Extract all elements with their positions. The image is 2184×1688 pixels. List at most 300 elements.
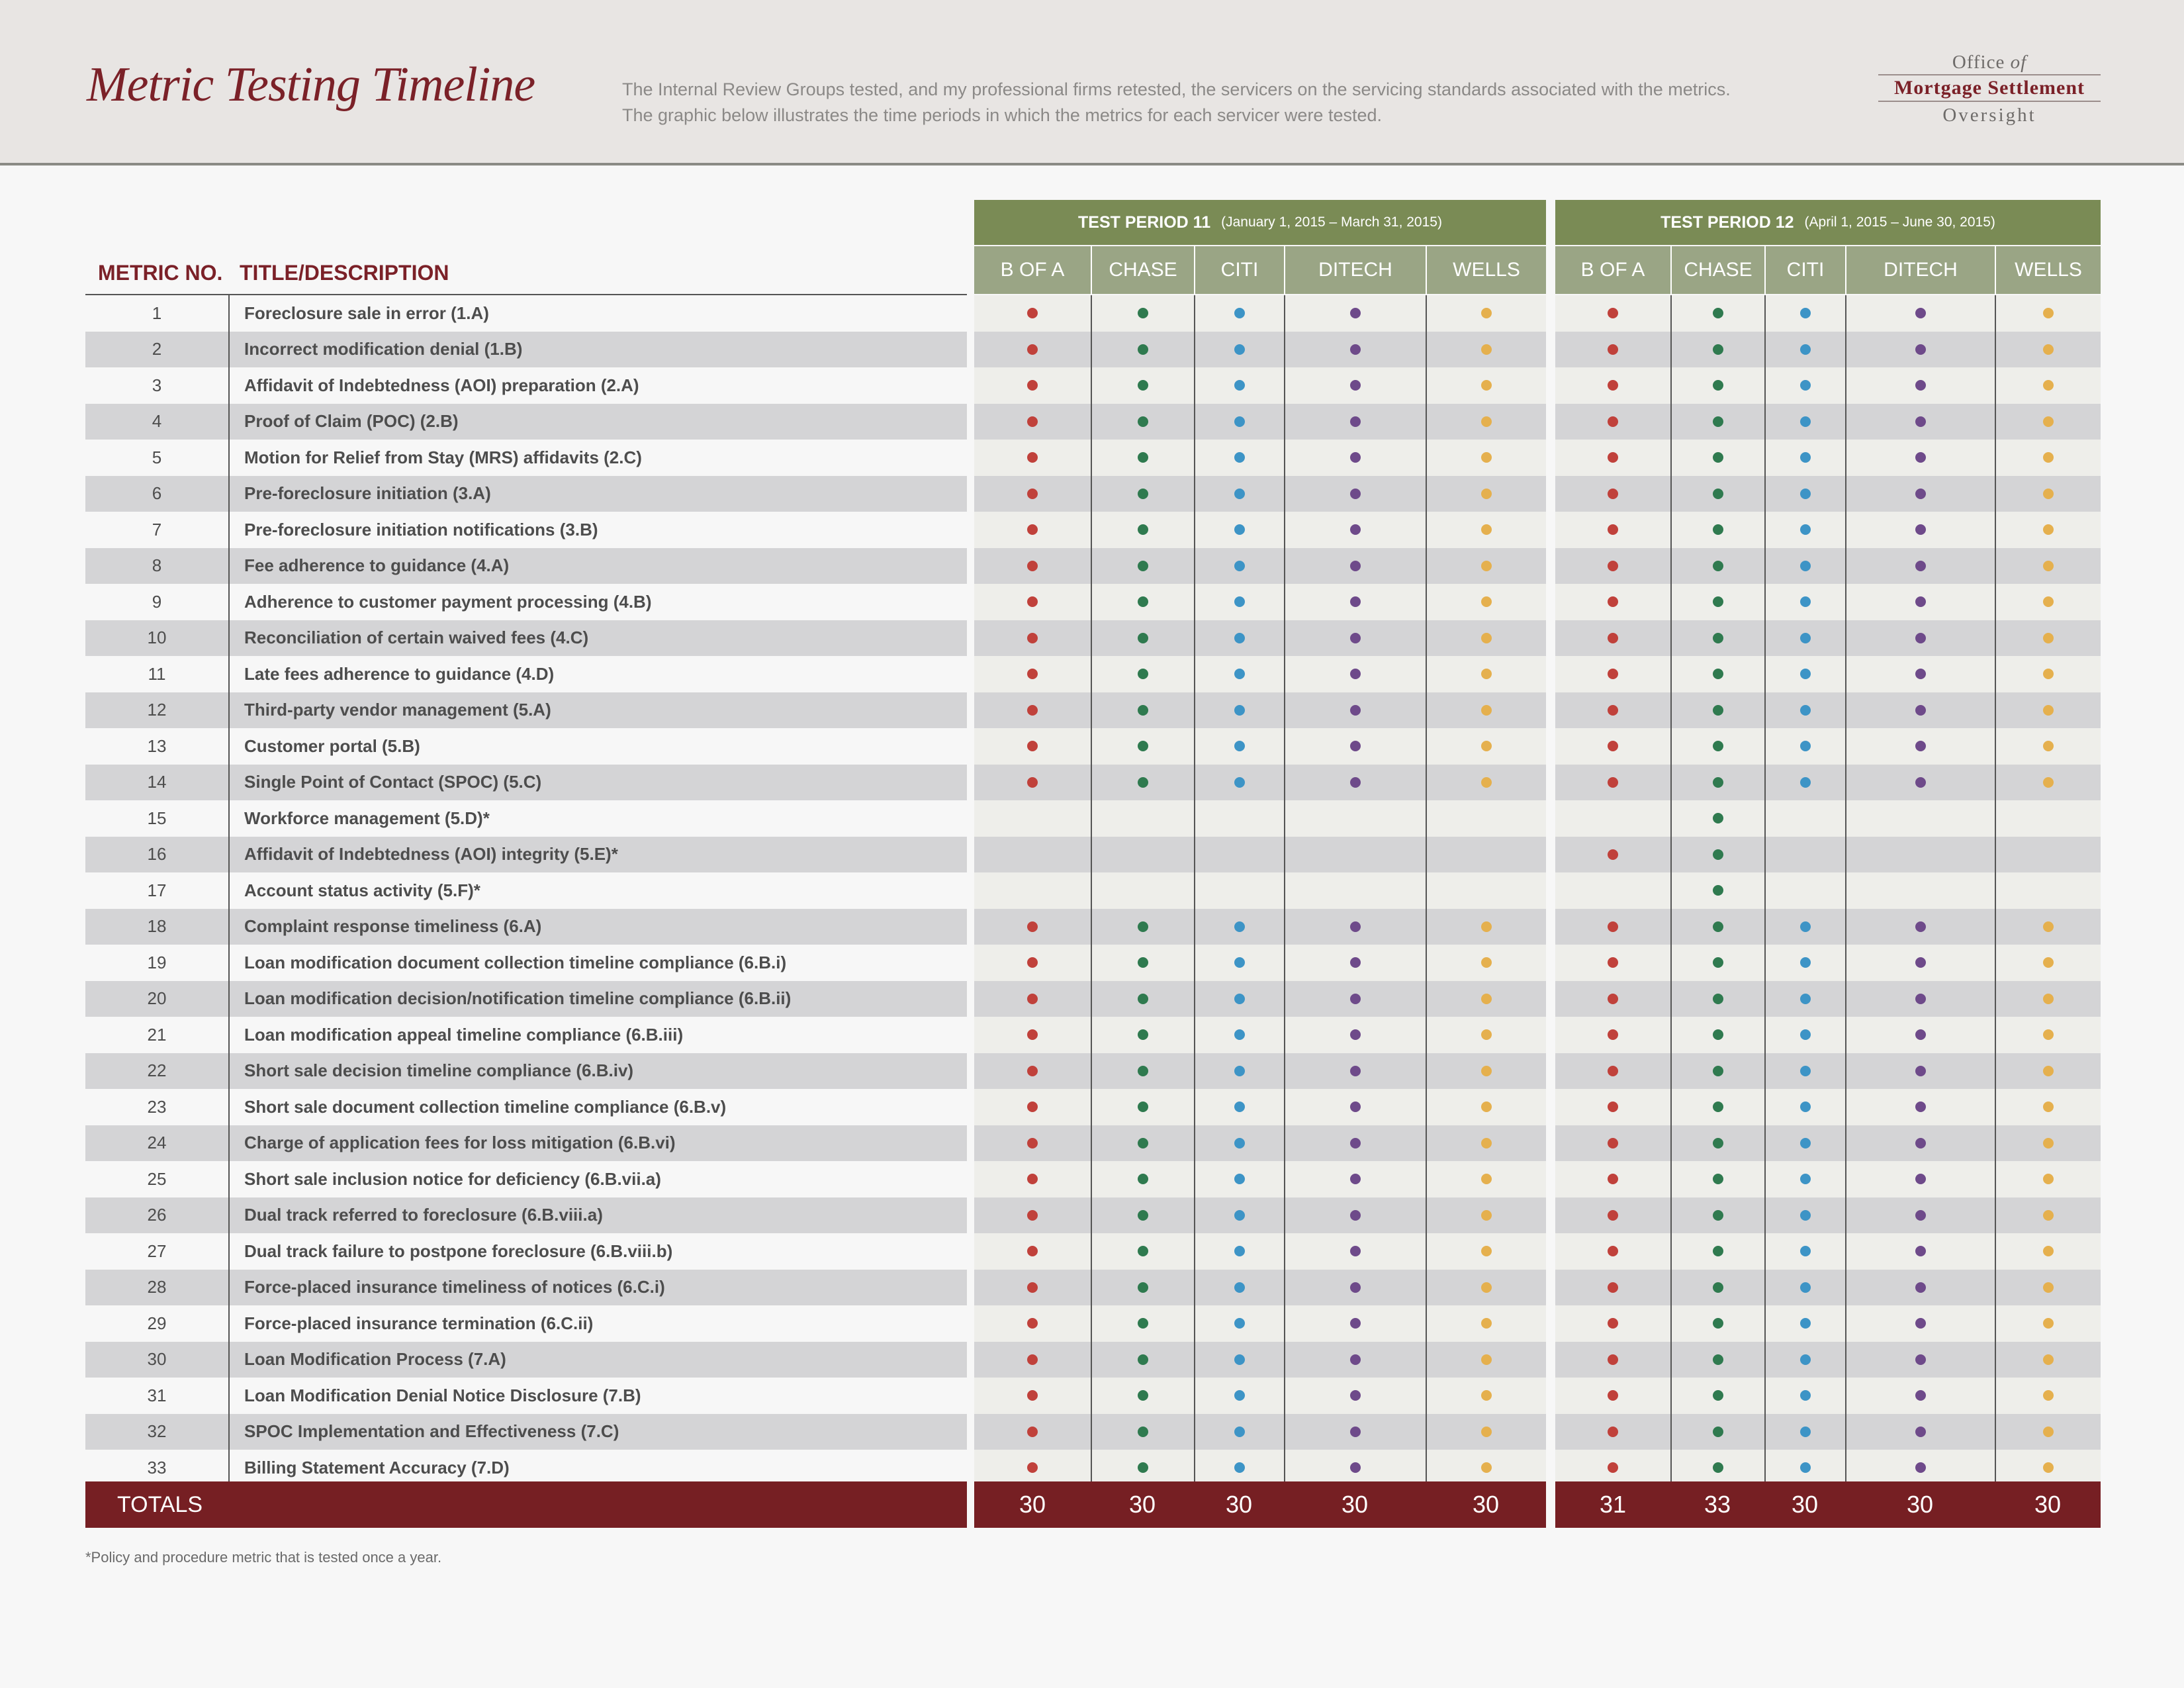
tested-dot: [2043, 596, 2054, 607]
total-value: 30: [1791, 1491, 1819, 1518]
test-cell: [1426, 656, 1546, 692]
metric-title: Affidavit of Indebtedness (AOI) preparation (2.A): [244, 375, 639, 395]
totals-row: [1555, 1481, 2101, 1528]
test-cell: [1426, 404, 1546, 440]
tested-dot: [1608, 1390, 1618, 1401]
test-cell: [1091, 295, 1194, 332]
tested-dot: [1027, 1066, 1038, 1076]
test-cell: [1091, 1197, 1194, 1234]
test-cell: [1995, 1089, 2101, 1125]
test-cell: [1426, 440, 1546, 476]
tested-dot: [2043, 633, 2054, 643]
test-cell: [1670, 1089, 1764, 1125]
metric-title: Billing Statement Accuracy (7.D): [244, 1457, 510, 1477]
metric-title: Pre-foreclosure initiation (3.A): [244, 483, 491, 504]
tested-dot: [1350, 994, 1361, 1004]
test-cell: [1426, 1053, 1546, 1090]
test-cell: [1764, 765, 1845, 801]
tested-dot: [1027, 308, 1038, 318]
tested-dot: [1350, 452, 1361, 463]
tested-dot: [1800, 1210, 1811, 1221]
tested-dot: [1608, 416, 1618, 427]
tested-dot: [1713, 1102, 1723, 1112]
tested-dot: [1608, 1210, 1618, 1221]
tested-dot: [1234, 308, 1245, 318]
tested-dot: [1713, 1354, 1723, 1365]
tested-dot: [1027, 1102, 1038, 1112]
test-cell: [1091, 1378, 1194, 1414]
tested-dot: [1713, 1427, 1723, 1437]
test-cell: [1091, 728, 1194, 765]
tested-dot: [1800, 1102, 1811, 1112]
test-period-12-header: [1555, 200, 2101, 245]
test-cell: [1194, 1342, 1284, 1378]
test-cell: [1995, 332, 2101, 368]
tested-dot: [1800, 1138, 1811, 1149]
tested-dot: [1800, 596, 1811, 607]
test-cell: [1670, 1233, 1764, 1270]
test-cell: [1670, 295, 1764, 332]
metric-title: Charge of application fees for loss mitigation (6.B.vi): [244, 1133, 676, 1153]
test-cell: [1426, 692, 1546, 729]
test-cell: [1091, 945, 1194, 981]
tested-dot: [1915, 1354, 1926, 1365]
tested-dot: [1713, 994, 1723, 1004]
tested-dot: [1027, 489, 1038, 499]
tested-dot: [1915, 633, 1926, 643]
tested-dot: [1234, 1102, 1245, 1112]
test-cell: [1764, 295, 1845, 332]
tested-dot: [1481, 705, 1492, 716]
tested-dot: [1481, 1390, 1492, 1401]
test-cell: [1845, 1161, 1995, 1197]
test-cell: [1091, 800, 1194, 837]
test-cell: [1284, 800, 1426, 837]
test-cell: [1845, 1053, 1995, 1090]
tested-dot: [1138, 1318, 1148, 1329]
tested-dot: [1234, 1246, 1245, 1256]
test-cell: [1284, 837, 1426, 873]
tested-dot: [1138, 1427, 1148, 1437]
test-cell: [974, 872, 1091, 909]
tested-dot: [1800, 452, 1811, 463]
metric-number: 1: [85, 295, 230, 332]
test-cell: [1091, 981, 1194, 1017]
test-cell: [1670, 620, 1764, 657]
test-cell: [1194, 1125, 1284, 1162]
metric-number: 19: [85, 945, 230, 981]
test-cell: [1845, 1233, 1995, 1270]
metric-number: 26: [85, 1197, 230, 1234]
tested-dot: [1800, 1066, 1811, 1076]
tested-dot: [1481, 741, 1492, 751]
test-cell: [1284, 1378, 1426, 1414]
period-label: TEST PERIOD 12: [1661, 212, 1794, 232]
test-cell: [1426, 1197, 1546, 1234]
test-cell: [974, 295, 1091, 332]
tested-dot: [1608, 994, 1618, 1004]
tested-dot: [1800, 921, 1811, 932]
servicer-header-b-of-a: B OF A: [1580, 259, 1645, 281]
test-cell: [1995, 945, 2101, 981]
test-cell: [1845, 1017, 1995, 1053]
test-cell: [1764, 1305, 1845, 1342]
tested-dot: [1800, 380, 1811, 391]
tested-dot: [1027, 741, 1038, 751]
tested-dot: [1027, 416, 1038, 427]
tested-dot: [1713, 1066, 1723, 1076]
test-cell: [1091, 1233, 1194, 1270]
test-cell: [974, 728, 1091, 765]
test-cell: [1426, 1378, 1546, 1414]
test-cell: [1995, 1414, 2101, 1450]
test-cell: [1194, 1053, 1284, 1090]
test-cell: [1426, 837, 1546, 873]
metric-title: Complaint response timeliness (6.A): [244, 916, 542, 937]
tested-dot: [1138, 705, 1148, 716]
tested-dot: [1234, 994, 1245, 1004]
test-cell: [1555, 1414, 1670, 1450]
test-cell: [1426, 584, 1546, 620]
metric-title: Motion for Relief from Stay (MRS) affidavits (2.C): [244, 447, 642, 467]
test-cell: [974, 981, 1091, 1017]
test-cell: [1426, 295, 1546, 332]
tested-dot: [1350, 1210, 1361, 1221]
tested-dot: [1027, 1029, 1038, 1040]
test-cell: [1091, 1270, 1194, 1306]
test-cell: [1194, 1233, 1284, 1270]
test-cell: [1426, 332, 1546, 368]
test-cell: [1845, 404, 1995, 440]
test-cell: [1284, 1125, 1426, 1162]
tested-dot: [1608, 1174, 1618, 1184]
tested-dot: [1481, 1246, 1492, 1256]
tested-dot: [1481, 489, 1492, 499]
metric-title: Single Point of Contact (SPOC) (5.C): [244, 772, 542, 792]
tested-dot: [1234, 380, 1245, 391]
test-cell: [1426, 1414, 1546, 1450]
test-cell: [1845, 1125, 1995, 1162]
tested-dot: [1138, 1102, 1148, 1112]
metric-number: 28: [85, 1270, 230, 1306]
total-value: 30: [1341, 1491, 1369, 1518]
tested-dot: [1481, 416, 1492, 427]
metric-title: Loan modification appeal timeline compliance (6.B.iii): [244, 1024, 684, 1045]
test-cell: [1764, 1233, 1845, 1270]
test-cell: [1670, 476, 1764, 512]
tested-dot: [1138, 1210, 1148, 1221]
test-cell: [1091, 1450, 1194, 1486]
metric-title: Proof of Claim (POC) (2.B): [244, 411, 459, 432]
tested-dot: [1138, 1246, 1148, 1256]
test-cell: [1284, 1197, 1426, 1234]
tested-dot: [2043, 1246, 2054, 1256]
test-cell: [1284, 367, 1426, 404]
test-cell: [1845, 512, 1995, 548]
test-cell: [1670, 728, 1764, 765]
tested-dot: [1713, 813, 1723, 823]
tested-dot: [2043, 1282, 2054, 1293]
tested-dot: [1608, 596, 1618, 607]
tested-dot: [2043, 777, 2054, 788]
tested-dot: [1800, 416, 1811, 427]
tested-dot: [1608, 308, 1618, 318]
test-cell: [1555, 800, 1670, 837]
test-cell: [1091, 872, 1194, 909]
test-cell: [1555, 981, 1670, 1017]
test-cell: [1555, 1233, 1670, 1270]
intro-line-1: The Internal Review Groups tested, and my professional firms retested, the servicers on the servicing standards associated with the metrics.: [622, 79, 1731, 99]
test-cell: [1426, 1450, 1546, 1486]
test-cell: [1764, 1197, 1845, 1234]
test-cell: [1426, 872, 1546, 909]
tested-dot: [1481, 1354, 1492, 1365]
test-cell: [1194, 620, 1284, 657]
test-cell: [1091, 476, 1194, 512]
tested-dot: [1713, 669, 1723, 679]
metric-title: Force-placed insurance termination (6.C.ii): [244, 1313, 594, 1333]
test-cell: [1764, 1125, 1845, 1162]
tested-dot: [1608, 921, 1618, 932]
tested-dot: [1713, 1246, 1723, 1256]
tested-dot: [1138, 452, 1148, 463]
tested-dot: [2043, 308, 2054, 318]
metric-title: Fee adherence to guidance (4.A): [244, 555, 510, 576]
metric-number: 17: [85, 872, 230, 909]
test-cell: [1194, 367, 1284, 404]
logo-line-1: Office of: [1952, 52, 2027, 73]
test-cell: [1284, 1342, 1426, 1378]
tested-dot: [1234, 1390, 1245, 1401]
tested-dot: [1350, 1354, 1361, 1365]
test-cell: [1555, 1305, 1670, 1342]
tested-dot: [1915, 777, 1926, 788]
test-cell: [1845, 765, 1995, 801]
tested-dot: [1915, 1246, 1926, 1256]
test-cell: [1555, 909, 1670, 945]
tested-dot: [1713, 524, 1723, 535]
test-cell: [1555, 765, 1670, 801]
tested-dot: [1800, 1390, 1811, 1401]
logo-line-2: Mortgage Settlement: [1878, 74, 2101, 102]
test-cell: [1091, 1053, 1194, 1090]
tested-dot: [1608, 957, 1618, 968]
servicer-header-b-of-a: B OF A: [1000, 259, 1065, 281]
tested-dot: [1350, 561, 1361, 571]
test-cell: [1995, 476, 2101, 512]
tested-dot: [2043, 344, 2054, 355]
test-cell: [1426, 1161, 1546, 1197]
tested-dot: [2043, 1102, 2054, 1112]
metric-number: 32: [85, 1414, 230, 1450]
test-cell: [1194, 981, 1284, 1017]
tested-dot: [1608, 380, 1618, 391]
servicer-header-chase: CHASE: [1091, 246, 1194, 294]
test-cell: [974, 620, 1091, 657]
tested-dot: [1608, 1282, 1618, 1293]
metric-no-header: METRIC NO.: [98, 261, 223, 285]
metric-number: 18: [85, 909, 230, 945]
test-cell: [1670, 1414, 1764, 1450]
test-cell: [974, 1270, 1091, 1306]
tested-dot: [1608, 741, 1618, 751]
tested-dot: [1234, 344, 1245, 355]
tested-dot: [1481, 380, 1492, 391]
test-cell: [1426, 1270, 1546, 1306]
test-cell: [1426, 1305, 1546, 1342]
tested-dot: [1800, 705, 1811, 716]
tested-dot: [1915, 994, 1926, 1004]
metric-number: 7: [85, 512, 230, 548]
tested-dot: [1027, 380, 1038, 391]
test-cell: [974, 765, 1091, 801]
metric-number: 20: [85, 981, 230, 1017]
tested-dot: [1713, 489, 1723, 499]
tested-dot: [1713, 1318, 1723, 1329]
servicer-header-citi: CITI: [1764, 246, 1845, 294]
tested-dot: [1350, 1174, 1361, 1184]
tested-dot: [1713, 633, 1723, 643]
tested-dot: [1915, 1318, 1926, 1329]
tested-dot: [1234, 416, 1245, 427]
test-cell: [1670, 945, 1764, 981]
test-cell: [1995, 728, 2101, 765]
tested-dot: [1800, 308, 1811, 318]
tested-dot: [1027, 1138, 1038, 1149]
test-cell: [1995, 548, 2101, 585]
metric-title: Loan Modification Process (7.A): [244, 1349, 506, 1370]
period-label: TEST PERIOD 11: [1078, 212, 1211, 232]
test-cell: [1091, 1161, 1194, 1197]
test-cell: [1670, 1197, 1764, 1234]
test-cell: [1091, 512, 1194, 548]
tested-dot: [1350, 416, 1361, 427]
tested-dot: [1713, 1390, 1723, 1401]
test-cell: [1284, 584, 1426, 620]
test-cell: [1555, 1197, 1670, 1234]
test-cell: [1194, 1197, 1284, 1234]
tested-dot: [2043, 416, 2054, 427]
total-value: 31: [1599, 1491, 1627, 1518]
total-value: 30: [1906, 1491, 1934, 1518]
tested-dot: [2043, 561, 2054, 571]
tested-dot: [1915, 380, 1926, 391]
tested-dot: [1138, 1390, 1148, 1401]
metric-number: 27: [85, 1233, 230, 1270]
test-cell: [1845, 1270, 1995, 1306]
test-cell: [1426, 1017, 1546, 1053]
test-cell: [1194, 1161, 1284, 1197]
test-cell: [1555, 1017, 1670, 1053]
test-cell: [1284, 909, 1426, 945]
tested-dot: [1915, 416, 1926, 427]
test-cell: [1670, 765, 1764, 801]
test-cell: [1284, 692, 1426, 729]
intro-text: [622, 77, 1731, 128]
tested-dot: [1713, 1029, 1723, 1040]
metric-title: Pre-foreclosure initiation notifications (3.B): [244, 519, 598, 539]
test-cell: [1995, 1342, 2101, 1378]
tested-dot: [1608, 1029, 1618, 1040]
test-cell: [1845, 872, 1995, 909]
tested-dot: [1027, 1174, 1038, 1184]
tested-dot: [1481, 1066, 1492, 1076]
tested-dot: [1481, 1102, 1492, 1112]
test-cell: [1670, 404, 1764, 440]
test-cell: [1764, 981, 1845, 1017]
tested-dot: [1915, 1390, 1926, 1401]
tested-dot: [1027, 596, 1038, 607]
tested-dot: [1800, 1462, 1811, 1473]
test-cell: [1764, 1450, 1845, 1486]
test-cell: [1670, 1017, 1764, 1053]
test-cell: [974, 512, 1091, 548]
tested-dot: [1234, 561, 1245, 571]
test-cell: [1284, 1233, 1426, 1270]
tested-dot: [1138, 921, 1148, 932]
period-dates: (January 1, 2015 – March 31, 2015): [1221, 214, 1442, 230]
test-cell: [974, 584, 1091, 620]
tested-dot: [2043, 921, 2054, 932]
tested-dot: [1234, 1174, 1245, 1184]
tested-dot: [1027, 561, 1038, 571]
tested-dot: [1713, 380, 1723, 391]
test-cell: [1995, 1053, 2101, 1090]
tested-dot: [1481, 452, 1492, 463]
test-cell: [974, 332, 1091, 368]
metric-number: 30: [85, 1342, 230, 1378]
tested-dot: [1481, 777, 1492, 788]
tested-dot: [2043, 994, 2054, 1004]
metric-title: Customer portal (5.B): [244, 735, 420, 756]
test-cell: [1426, 728, 1546, 765]
tested-dot: [1138, 994, 1148, 1004]
test-cell: [1670, 692, 1764, 729]
tested-dot: [1027, 1427, 1038, 1437]
metric-title: Late fees adherence to guidance (4.D): [244, 663, 555, 684]
test-cell: [1284, 728, 1426, 765]
test-cell: [1764, 728, 1845, 765]
tested-dot: [1800, 561, 1811, 571]
tested-dot: [1138, 344, 1148, 355]
test-cell: [974, 1161, 1091, 1197]
tested-dot: [1608, 705, 1618, 716]
test-cell: [1091, 367, 1194, 404]
tested-dot: [1608, 452, 1618, 463]
metric-number: 8: [85, 548, 230, 585]
metric-number: 5: [85, 440, 230, 476]
tested-dot: [1234, 705, 1245, 716]
test-cell: [1284, 295, 1426, 332]
tested-dot: [1608, 1102, 1618, 1112]
tested-dot: [2043, 1029, 2054, 1040]
test-cell: [1764, 837, 1845, 873]
test-cell: [1845, 620, 1995, 657]
metric-title: Account status activity (5.F)*: [244, 880, 480, 900]
tested-dot: [1027, 921, 1038, 932]
metric-number: 29: [85, 1305, 230, 1342]
tested-dot: [1027, 777, 1038, 788]
test-cell: [1194, 692, 1284, 729]
test-cell: [1845, 1342, 1995, 1378]
test-cell: [1426, 765, 1546, 801]
test-cell: [1284, 981, 1426, 1017]
tested-dot: [1915, 1138, 1926, 1149]
tested-dot: [1800, 524, 1811, 535]
test-cell: [1555, 1378, 1670, 1414]
test-cell: [1194, 1414, 1284, 1450]
test-cell: [1670, 1378, 1764, 1414]
